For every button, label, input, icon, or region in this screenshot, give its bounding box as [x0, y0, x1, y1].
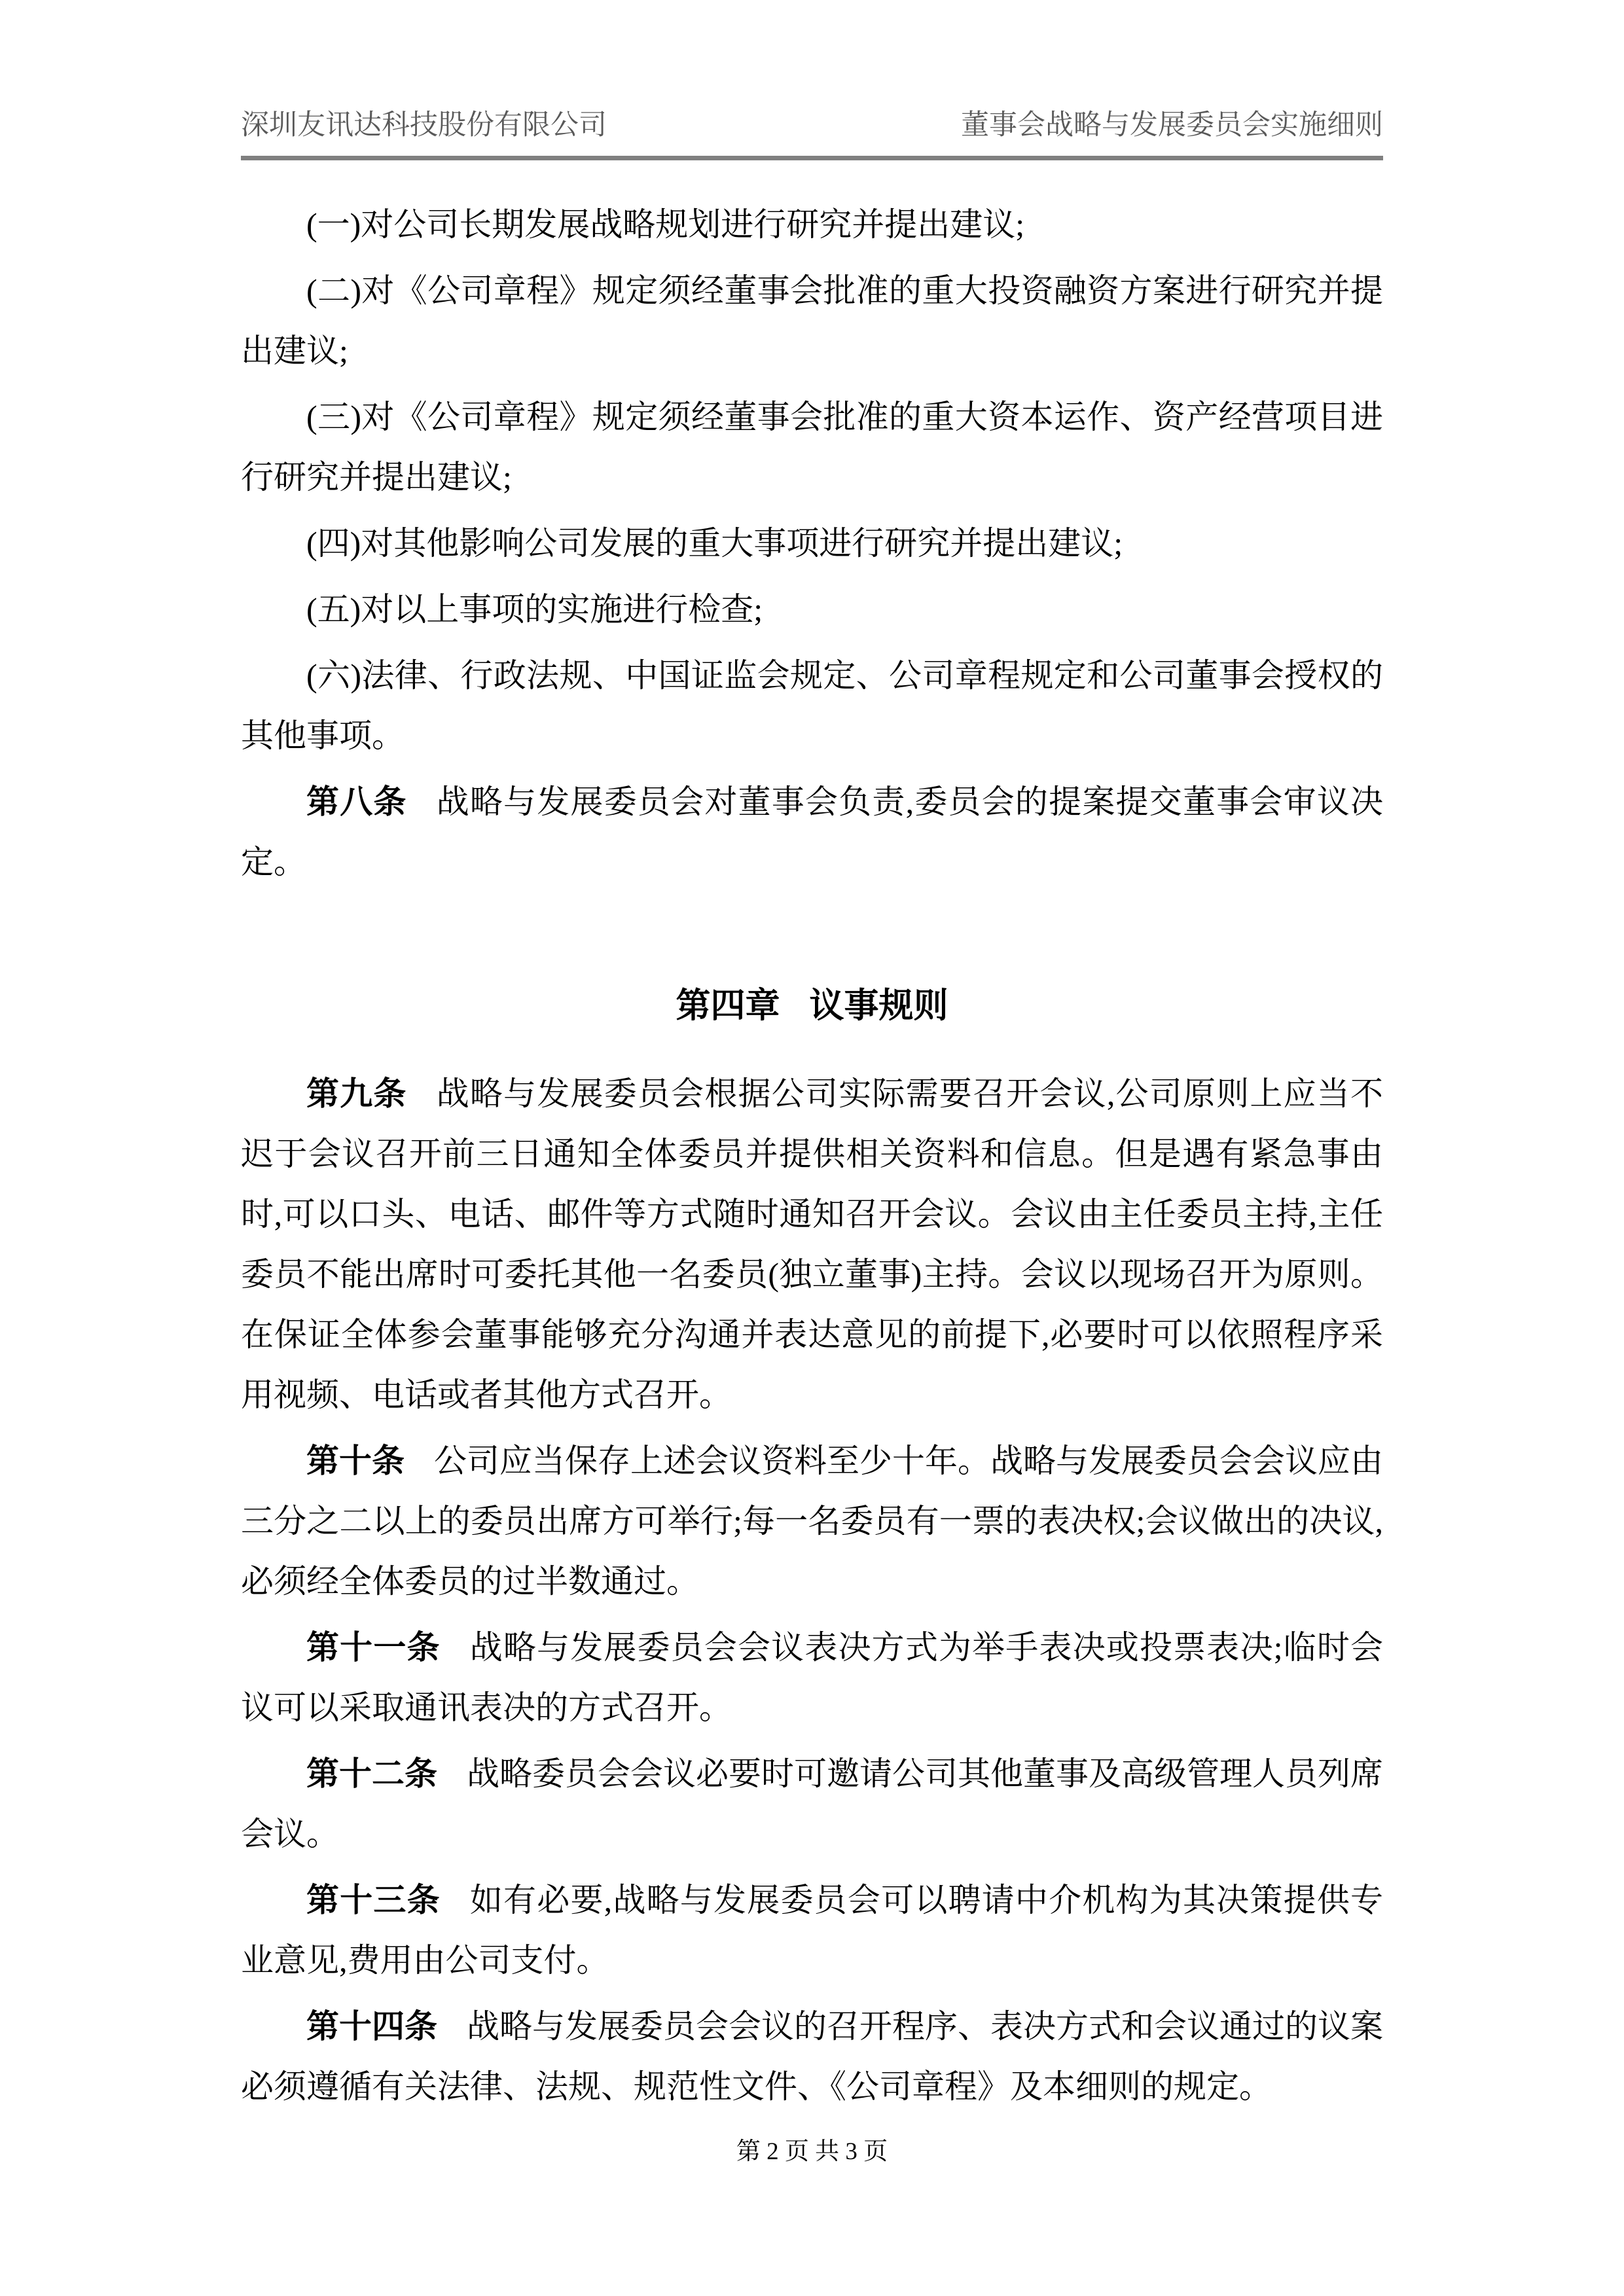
company-name: 深圳友讯达科技股份有限公司 [241, 110, 607, 141]
list-item-2-text: (二)对《公司章程》规定须经董事会批准的重大投资融资方案进行研究并提出建议; [241, 272, 1383, 369]
document-title: 董事会战略与发展委员会实施细则 [961, 110, 1383, 141]
article-12 [241, 1744, 1383, 1864]
chapter-heading [241, 976, 1383, 1036]
article-11-text: 战略与发展委员会会议表决方式为举手表决或投票表决;临时会议可以采取通讯表决的方式召开。 [241, 1628, 1384, 1726]
document-body [241, 160, 1383, 2117]
article-11 [241, 1617, 1383, 1738]
page-header [241, 0, 1383, 160]
article-10-number: 第十条 [306, 1442, 405, 1479]
list-item-1 [241, 194, 1383, 255]
chapter-title: 议事规则 [809, 986, 948, 1025]
article-14-text: 战略与发展委员会会议的召开程序、表决方式和会议通过的议案必须遵循有关法律、法规、规范性文件、《公司章程》及本细则的规定。 [241, 2007, 1383, 2105]
article-13-number: 第十三条 [306, 1881, 441, 1918]
article-10 [241, 1431, 1383, 1611]
list-item-5-text: (五)对以上事项的实施进行检查; [306, 590, 763, 628]
page-footer [0, 2131, 1624, 2166]
article-12-text: 战略委员会会议必要时可邀请公司其他董事及高级管理人员列席会议。 [241, 1755, 1383, 1852]
article-9-number: 第九条 [306, 1075, 407, 1112]
list-item-1-text: (一)对公司长期发展战略规划进行研究并提出建议; [306, 206, 1025, 243]
list-item-5 [241, 579, 1383, 639]
article-13 [241, 1870, 1383, 1990]
list-item-6 [241, 645, 1383, 766]
article-10-text: 公司应当保存上述会议资料至少十年。战略与发展委员会会议应由三分之二以上的委员出席方可举行;每一名委员有一票的表决权;会议做出的决议,必须经全体委员的过半数通过。 [241, 1442, 1383, 1600]
page-number: 第 2 页 共 3 页 [736, 2138, 888, 2165]
article-14 [241, 1996, 1383, 2117]
list-item-4 [241, 513, 1383, 573]
list-item-2 [241, 260, 1383, 381]
article-12-number: 第十二条 [306, 1755, 437, 1792]
chapter-number: 第四章 [676, 986, 780, 1025]
list-item-3-text: (三)对《公司章程》规定须经董事会批准的重大资本运作、资产经营项目进行研究并提出建议; [241, 398, 1383, 495]
article-11-number: 第十一条 [306, 1628, 441, 1666]
article-8 [241, 772, 1383, 892]
article-9 [241, 1064, 1383, 1425]
article-13-text: 如有必要,战略与发展委员会可以聘请中介机构为其决策提供专业意见,费用由公司支付。 [241, 1881, 1384, 1979]
list-item-4-text: (四)对其他影响公司发展的重大事项进行研究并提出建议; [306, 524, 1123, 562]
article-8-text: 战略与发展委员会对董事会负责,委员会的提案提交董事会审议决定。 [241, 783, 1384, 880]
list-item-6-text: (六)法律、行政法规、中国证监会规定、公司章程规定和公司董事会授权的其他事项。 [241, 656, 1383, 754]
article-8-number: 第八条 [306, 783, 407, 820]
list-item-3 [241, 387, 1383, 507]
article-14-number: 第十四条 [306, 2007, 437, 2045]
article-9-text: 战略与发展委员会根据公司实际需要召开会议,公司原则上应当不迟于会议召开前三日通知全体委员并提供相关资料和信息。但是遇有紧急事由时,可以口头、电话、邮件等方式随时通知召开会议。会议由主任委员主持,主任委员不能出席时可委托其他一名委员(独立董事)主持。会议以现场召开为原则。在保证全体参会董事能够充分沟通并表达意见的前提下,必要时可以依照程序采用视频、电话或者其他方式召开。 [241, 1075, 1384, 1413]
